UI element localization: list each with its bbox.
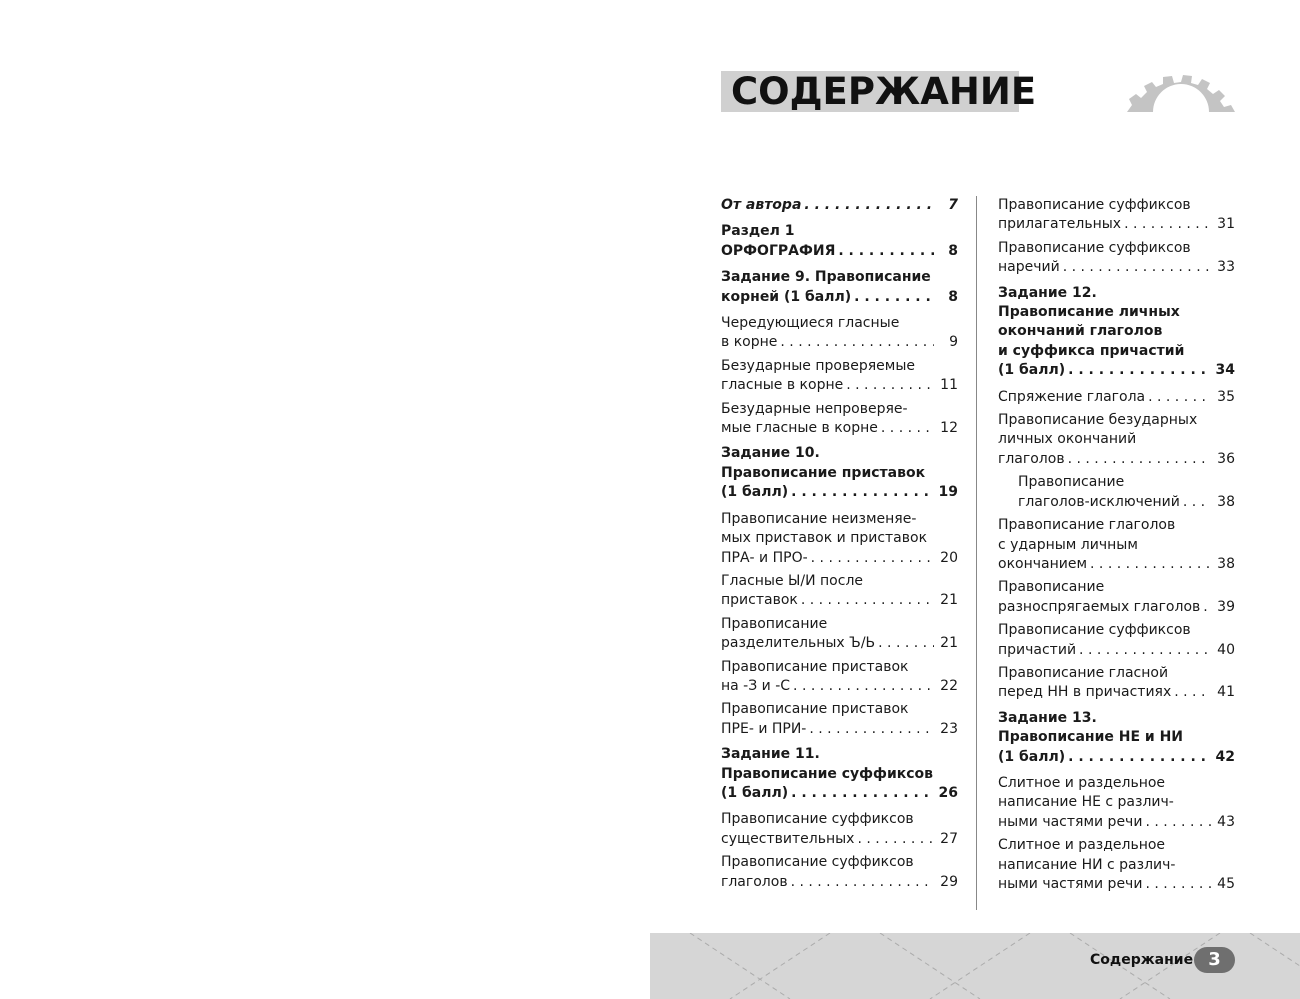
toc-entry-last-line <box>721 483 958 502</box>
toc-entry[interactable] <box>998 836 1235 894</box>
toc-entry[interactable] <box>721 700 958 739</box>
toc-entry[interactable] <box>998 774 1235 832</box>
toc-entry[interactable] <box>721 810 958 849</box>
toc-entry-text: Правописание суффиксов <box>721 811 914 828</box>
toc-entry-last-line <box>998 555 1235 574</box>
leader-dots <box>806 720 934 739</box>
toc-entry-text: ными частями речи <box>998 813 1143 830</box>
toc-page-number: 43 <box>1217 813 1235 830</box>
toc-entry-text: глаголов <box>721 873 788 890</box>
toc-entry-last-line <box>721 549 958 568</box>
toc-entry-last-line <box>721 720 958 739</box>
toc-entry-last-line <box>998 748 1235 767</box>
toc-entry[interactable] <box>998 284 1235 381</box>
toc-entry-text: написание НЕ с различ- <box>998 794 1174 811</box>
toc-entry-text: с ударным личным <box>998 536 1138 553</box>
toc-entry-text: личных окончаний <box>998 431 1137 448</box>
toc-entry-text: (1 балл) <box>998 748 1066 765</box>
toc-entry-text: Правописание приставок <box>721 701 909 718</box>
toc-entry-last-line <box>998 641 1235 660</box>
leader-dots <box>1145 388 1211 407</box>
toc-entry-last-line <box>998 450 1235 469</box>
toc-page-number: 7 <box>948 197 958 213</box>
toc-entry-last-line <box>1018 493 1235 512</box>
leader-dots <box>788 483 934 502</box>
leader-dots <box>875 634 934 653</box>
toc-entry-text: наречий <box>998 259 1060 276</box>
toc-entry-last-line <box>721 376 958 395</box>
toc-page-number: 39 <box>1217 598 1235 615</box>
toc-entry-text: (1 балл) <box>721 484 789 501</box>
toc-page-number: 12 <box>940 420 958 437</box>
toc-page-number: 8 <box>948 242 958 259</box>
toc-entry[interactable] <box>998 239 1235 278</box>
toc-entry-text: перед НН в причастиях <box>998 684 1172 701</box>
toc-entry-last-line <box>721 242 958 261</box>
toc-entry-last-line <box>998 388 1235 407</box>
toc-entry-text: Гласные Ы/И после <box>721 572 864 589</box>
leader-dots <box>1121 215 1211 234</box>
toc-page-number: 22 <box>940 677 958 694</box>
leader-dots <box>1065 361 1211 380</box>
toc-entry-last-line <box>721 830 958 849</box>
toc-entry-last-line <box>721 873 958 892</box>
toc-entry-text: разноспрягаемых глаголов <box>998 598 1201 615</box>
toc-entry-last-line <box>721 419 958 438</box>
toc-entry[interactable] <box>721 314 958 353</box>
leader-dots <box>1065 748 1211 767</box>
leader-dots <box>1142 813 1211 832</box>
toc-column-right <box>998 196 1235 898</box>
toc-entry[interactable] <box>721 572 958 611</box>
leader-dots <box>1180 493 1211 512</box>
toc-page-number: 27 <box>940 830 958 847</box>
leader-dots <box>788 784 934 803</box>
gear-icon <box>1127 66 1235 112</box>
leader-dots <box>1200 598 1211 617</box>
footer-bar <box>650 933 1300 999</box>
toc-entry-text: окончанием <box>998 555 1088 572</box>
toc-entry-last-line <box>998 361 1235 380</box>
footer-label: Содержание <box>1090 952 1194 968</box>
toc-entry-text: написание НИ с различ- <box>998 856 1176 873</box>
toc-entry-text: Правописание приставок <box>721 464 926 481</box>
leader-dots <box>851 288 934 307</box>
toc-entry[interactable] <box>721 853 958 892</box>
toc-page-number: 19 <box>938 484 958 501</box>
toc-entry-text: Задание 10. <box>721 445 820 462</box>
toc-entry-text: ными частями речи <box>998 876 1143 892</box>
toc-entry-text: Правописание безударных <box>998 412 1198 429</box>
toc-entry-text: Правописание глаголов <box>998 517 1176 534</box>
toc-entry-last-line <box>998 813 1235 832</box>
toc-entry-text: ПРЕ- и ПРИ- <box>721 720 807 737</box>
toc-entry[interactable] <box>721 400 958 439</box>
toc-entry[interactable] <box>721 510 958 568</box>
toc-page-number: 40 <box>1217 641 1235 658</box>
toc-page-number: 20 <box>940 549 958 566</box>
toc-entry[interactable] <box>998 516 1235 574</box>
toc-entry-text: Раздел 1 <box>721 223 795 240</box>
leader-dots <box>798 591 934 610</box>
toc-entry-text: Задание 11. <box>721 746 820 763</box>
toc-entry-text: гласные в корне <box>721 377 844 394</box>
toc-entry-text: Правописание неизменяе- <box>721 510 917 527</box>
leader-dots <box>788 873 934 892</box>
toc-column-left <box>721 196 958 896</box>
leader-dots <box>790 677 934 696</box>
leader-dots <box>1076 641 1211 660</box>
toc-entry-text: Правописание <box>1018 474 1125 491</box>
toc-entry-text: Безударные непроверяе- <box>721 400 908 417</box>
toc-page-number: 33 <box>1217 259 1235 276</box>
toc-entry[interactable] <box>998 411 1235 469</box>
toc-entry[interactable] <box>721 357 958 396</box>
toc-entry-last-line <box>998 258 1235 277</box>
toc-entry-text: (1 балл) <box>998 362 1066 379</box>
toc-page-number: 29 <box>940 873 958 890</box>
toc-entry-last-line <box>721 288 958 307</box>
toc-page-number: 38 <box>1217 555 1235 572</box>
toc-entry-text: Правописание личных <box>998 304 1180 321</box>
leader-dots <box>843 376 934 395</box>
toc-page-number: 9 <box>949 334 958 351</box>
leader-dots <box>1171 683 1211 702</box>
toc-entry-text: Правописание суффиксов <box>998 239 1191 256</box>
toc-entry-last-line <box>998 598 1235 617</box>
toc-page-number: 34 <box>1215 362 1235 379</box>
toc-entry-last-line <box>998 215 1235 234</box>
toc-entry[interactable] <box>721 222 958 261</box>
toc-entry-last-line <box>998 683 1235 702</box>
toc-entry-last-line <box>721 591 958 610</box>
toc-page-number: 26 <box>938 784 958 801</box>
toc-entry-text: Правописание <box>721 615 828 632</box>
toc-entry-text: Правописание <box>998 579 1105 596</box>
leader-dots <box>1065 450 1211 469</box>
toc-entry[interactable] <box>998 578 1235 617</box>
toc-entry-text: глаголов <box>998 450 1065 467</box>
toc-entry-text: Правописание НЕ и НИ <box>998 729 1184 746</box>
toc-entry-text: Чередующиеся гласные <box>721 315 900 332</box>
toc-entry-text: ПРА- и ПРО- <box>721 549 808 566</box>
toc-page-number: 41 <box>1217 684 1235 701</box>
leader-dots <box>1060 258 1211 277</box>
toc-entry[interactable] <box>721 196 958 215</box>
toc-page-number: 21 <box>940 592 958 609</box>
toc-entry-last-line <box>721 634 958 653</box>
toc-entry-text: мых приставок и приставок <box>721 530 928 547</box>
toc-entry[interactable] <box>721 268 958 307</box>
toc-entry-text: Задание 12. <box>998 284 1097 301</box>
leader-dots <box>854 830 934 849</box>
toc-entry[interactable] <box>998 388 1235 407</box>
toc-entry-text: Правописание суффиксов <box>998 622 1191 639</box>
toc-entry-last-line <box>721 784 958 803</box>
leader-dots <box>777 333 934 352</box>
toc-entry[interactable] <box>721 444 958 502</box>
toc-entry-text: в корне <box>721 334 778 351</box>
toc-entry-text: Задание 9. Правописание <box>721 269 931 286</box>
toc-entry-text: Безударные проверяемые <box>721 357 915 374</box>
leader-dots <box>1142 875 1211 894</box>
page-title: СОДЕРЖАНИЕ <box>731 70 1037 113</box>
toc-entry-text: Слитное и раздельное <box>998 774 1166 791</box>
toc-page-number: 11 <box>940 377 958 394</box>
toc-entry[interactable] <box>721 658 958 697</box>
toc-entry-text: От автора <box>721 197 802 213</box>
toc-entry[interactable] <box>998 621 1235 660</box>
toc-entry[interactable] <box>998 664 1235 703</box>
toc-entry-last-line <box>998 875 1235 894</box>
toc-page-number: 42 <box>1215 748 1235 765</box>
leader-dots <box>1087 555 1211 574</box>
column-divider <box>976 196 977 910</box>
toc-entry[interactable] <box>721 745 958 803</box>
toc-entry-text: и суффикса причастий <box>998 342 1185 359</box>
leader-dots <box>835 242 934 261</box>
toc-entry-text: на -З и -С <box>721 677 791 694</box>
leader-dots <box>808 549 934 568</box>
toc-entry-text: Правописание суффиксов <box>721 854 914 871</box>
toc-entry-last-line <box>721 333 958 352</box>
toc-page-number: 8 <box>948 288 958 305</box>
toc-entry-text: Спряжение глагола <box>998 388 1146 405</box>
toc-page-number: 31 <box>1217 216 1235 233</box>
toc-entry-last-line <box>721 196 958 215</box>
toc-entry-text: Слитное и раздельное <box>998 837 1166 854</box>
toc-entry-text: Правописание суффиксов <box>721 765 934 782</box>
toc-page-number: 21 <box>940 635 958 652</box>
toc-entry-text: Правописание приставок <box>721 658 909 675</box>
toc-entry[interactable] <box>998 709 1235 767</box>
toc-entry-text: прилагательных <box>998 216 1122 233</box>
toc-entry[interactable] <box>998 196 1235 235</box>
toc-entry-text: существительных <box>721 830 855 847</box>
toc-entry-text: причастий <box>998 641 1077 658</box>
leader-dots <box>801 196 934 215</box>
toc-entry-last-line <box>721 677 958 696</box>
leader-dots <box>878 419 934 438</box>
toc-entry-text: приставок <box>721 592 798 609</box>
toc-entry-text: Задание 13. <box>998 709 1097 726</box>
toc-entry-text: Правописание суффиксов <box>998 197 1191 213</box>
toc-page-number: 35 <box>1217 388 1235 405</box>
page-number-badge: 3 <box>1194 947 1235 973</box>
toc-page-number: 45 <box>1217 876 1235 892</box>
toc-page-number: 23 <box>940 720 958 737</box>
toc-entry-text: мые гласные в корне <box>721 420 878 437</box>
toc-entry-text: ОРФОГРАФИЯ <box>721 242 836 259</box>
toc-page-number: 38 <box>1217 493 1235 510</box>
toc-entry[interactable] <box>721 615 958 654</box>
toc-entry-text: корней (1 балл) <box>721 288 852 305</box>
toc-entry[interactable] <box>998 473 1235 512</box>
toc-entry-text: глаголов-исключений <box>1018 493 1180 510</box>
toc-entry-text: (1 балл) <box>721 784 789 801</box>
toc-entry-text: Правописание гласной <box>998 664 1169 681</box>
toc-page-number: 36 <box>1217 450 1235 467</box>
toc-entry-text: разделительных Ъ/Ь <box>721 635 876 652</box>
toc-entry-text: окончаний глаголов <box>998 323 1163 340</box>
